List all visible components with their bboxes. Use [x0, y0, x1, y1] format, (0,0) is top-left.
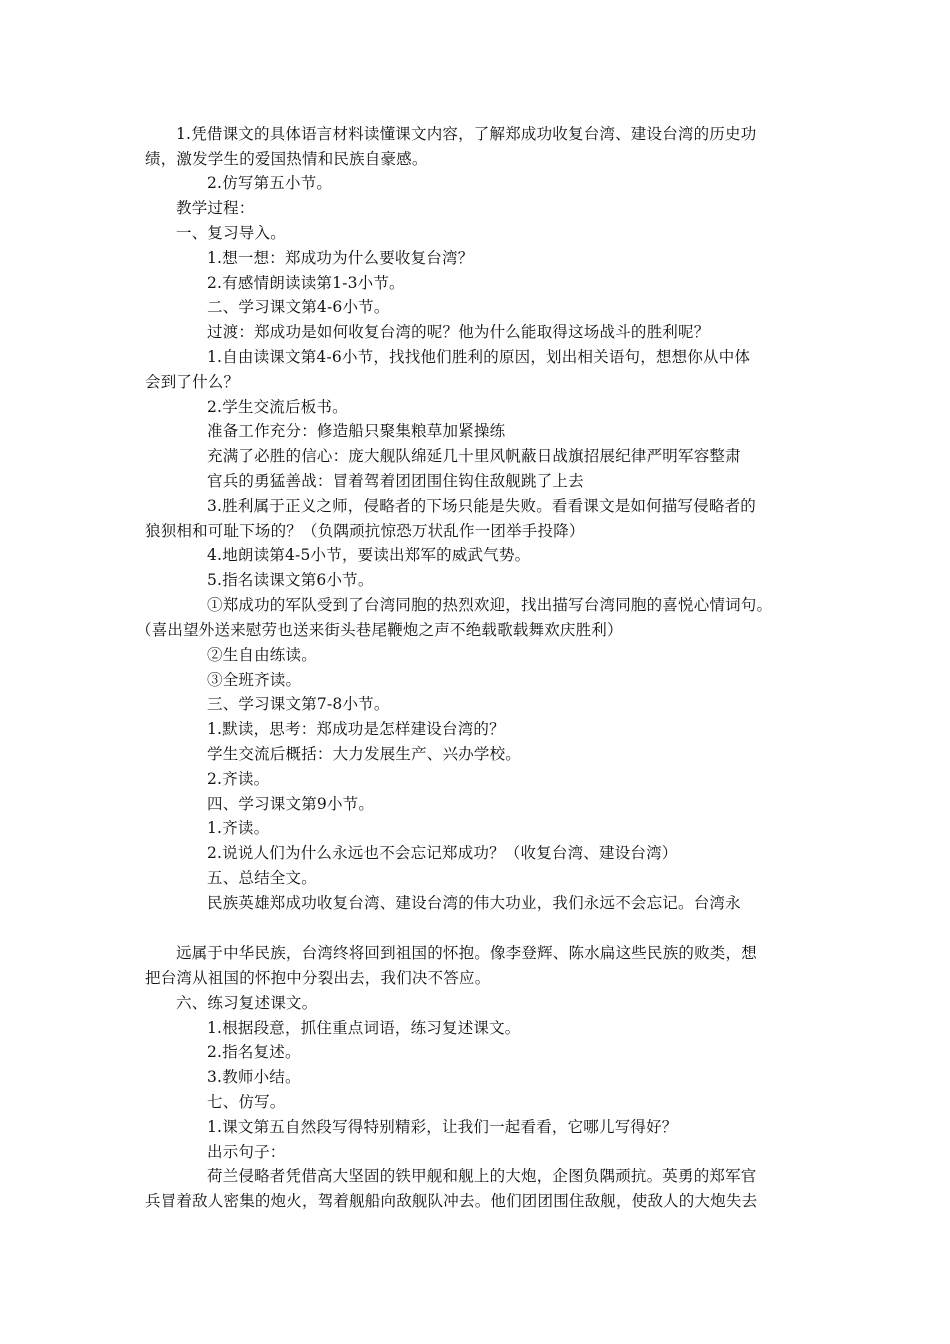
section-heading: 五、总结全文。	[207, 869, 317, 887]
text-line: 2.有感情朗读读第1-3小节。	[207, 274, 405, 292]
text-line: ②生自由练读。	[207, 646, 317, 664]
text-line: 绩，激发学生的爱国热情和民族自豪感。	[145, 150, 428, 168]
text-line: ①郑成功的军队受到了台湾同胞的热烈欢迎，找出描写台湾同胞的喜悦心情词句。	[207, 596, 773, 614]
text-line: 1.根据段意，抓住重点词语，练习复述课文。	[207, 1019, 521, 1037]
section-heading: 二、学习课文第4-6小节。	[207, 298, 390, 316]
text-line: 学生交流后概括：大力发展生产、兴办学校。	[207, 745, 522, 763]
text-line: 2.说说人们为什么永远也不会忘记郑成功？（收复台湾、建设台湾）	[207, 844, 678, 862]
text-line: 1.自由读课文第4-6小节，找找他们胜利的原因，划出相关语句，想想你从中体	[207, 348, 751, 366]
text-line: 兵冒着敌人密集的炮火，驾着舰船向敌舰队冲去。他们团团围住敌舰，使敌人的大炮失去	[145, 1192, 758, 1210]
section-heading: 教学过程：	[176, 199, 255, 217]
text-line: 1.齐读。	[207, 819, 270, 837]
text-line: 2.仿写第五小节。	[207, 174, 333, 192]
section-heading: 四、学习课文第9小节。	[207, 795, 375, 813]
text-line: 过渡：郑成功是如何收复台湾的呢？他为什么能取得这场战斗的胜利呢？	[207, 323, 710, 341]
text-line: （喜出望外送来慰劳也送来街头巷尾鞭炮之声不绝载歌载舞欢庆胜利）	[136, 621, 623, 639]
text-line: 民族英雄郑成功收复台湾、建设台湾的伟大功业，我们永远不会忘记。台湾永	[207, 894, 741, 912]
section-heading: 三、学习课文第7-8小节。	[207, 695, 390, 713]
text-line: 远属于中华民族，台湾终将回到祖国的怀抱。像李登辉、陈水扁这些民族的败类，想	[176, 944, 757, 962]
board-note: 准备工作充分：修造船只聚集粮草加紧操练	[207, 422, 506, 440]
text-line: 荷兰侵略者凭借高大坚固的铁甲舰和舰上的大炮，企图负隅顽抗。英勇的郑军官	[207, 1167, 757, 1185]
text-line: 出示句子：	[207, 1143, 286, 1161]
text-line: 1.凭借课文的具体语言材料读懂课文内容，了解郑成功收复台湾、建设台湾的历史功	[176, 125, 757, 143]
board-note: 充满了必胜的信心：庞大舰队绵延几十里风帆蔽日战旗招展纪律严明军容整肃	[207, 447, 741, 465]
text-line: 5.指名读课文第6小节。	[207, 571, 374, 589]
section-heading: 一、复习导入。	[176, 224, 286, 242]
text-line: 4.地朗读第4-5小节，要读出郑军的威武气势。	[207, 546, 531, 564]
text-line: 1.默读，思考：郑成功是怎样建设台湾的？	[207, 720, 505, 738]
board-note: 官兵的勇猛善战：冒着驾着团团围住钩住敌舰跳了上去	[207, 472, 584, 490]
text-line: 狼狈相和可耻下场的？（负隅顽抗惊恐万状乱作一团举手投降）	[145, 522, 585, 540]
text-line: ③全班齐读。	[207, 671, 302, 689]
text-line: 会到了什么？	[145, 373, 240, 391]
text-line: 3.胜利属于正义之师，侵略者的下场只能是失败。看看课文是如何描写侵略者的	[207, 497, 756, 515]
text-line: 2.齐读。	[207, 770, 270, 788]
section-heading: 七、仿写。	[207, 1093, 286, 1111]
text-line: 3.教师小结。	[207, 1068, 301, 1086]
text-line: 1.课文第五自然段写得特别精彩，让我们一起看看，它哪儿写得好？	[207, 1118, 678, 1136]
section-heading: 六、练习复述课文。	[176, 994, 318, 1012]
text-line: 1.想一想：郑成功为什么要收复台湾？	[207, 249, 474, 267]
text-line: 把台湾从祖国的怀抱中分裂出去，我们决不答应。	[145, 969, 491, 987]
text-line: 2.指名复述。	[207, 1043, 301, 1061]
text-line: 2.学生交流后板书。	[207, 398, 348, 416]
